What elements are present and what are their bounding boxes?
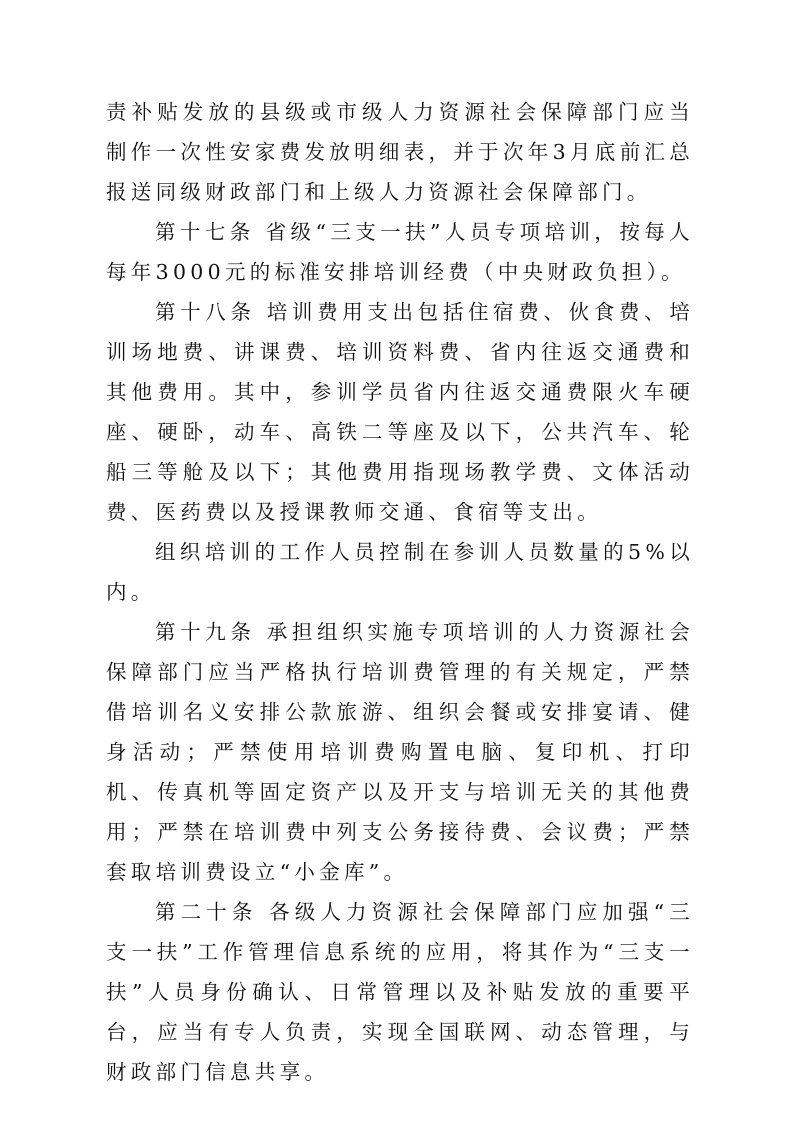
paragraph-article-18: 第十八条 培训费用支出包括住宿费、伙食费、培训场地费、讲课费、培训资料费、省内往返交通费和其他费用。其中，参训学员省内往返交通费限火车硬座、硬卧，动车、高铁二等座及以下，公共汽车、轮船三等舱及以下；其他费用指现场教学费、文体活动费、医药费以及授课教师交通、食宿等支出。: [106, 300, 694, 524]
paragraph-continuation: 责补贴发放的县级或市级人力资源社会保障部门应当制作一次性安家费发放明细表，并于次年3月底前汇总报送同级财政部门和上级人力资源社会保障部门。: [106, 100, 694, 204]
document-body: [106, 92, 694, 1092]
paragraph-staff-limit: 组织培训的工作人员控制在参训人员数量的5%以内。: [106, 540, 694, 604]
paragraph-article-19: 第十九条 承担组织实施专项培训的人力资源社会保障部门应当严格执行培训费管理的有关规定，严禁借培训名义安排公款旅游、组织会餐或安排宴请、健身活动；严禁使用培训费购置电脑、复印机、打印机、传真机等固定资产以及开支与培训无关的其他费用；严禁在培训费中列支公务接待费、会议费；严禁套取培训费设立“小金库”。: [106, 620, 694, 884]
paragraph-article-17: 第十七条 省级“三支一扶”人员专项培训，按每人每年3000元的标准安排培训经费（中央财政负担）。: [106, 220, 694, 284]
paragraph-article-20: 第二十条 各级人力资源社会保障部门应加强“三支一扶”工作管理信息系统的应用，将其作为“三支一扶”人员身份确认、日常管理以及补贴发放的重要平台，应当有专人负责，实现全国联网、动态管理，与财政部门信息共享。: [106, 900, 694, 1084]
